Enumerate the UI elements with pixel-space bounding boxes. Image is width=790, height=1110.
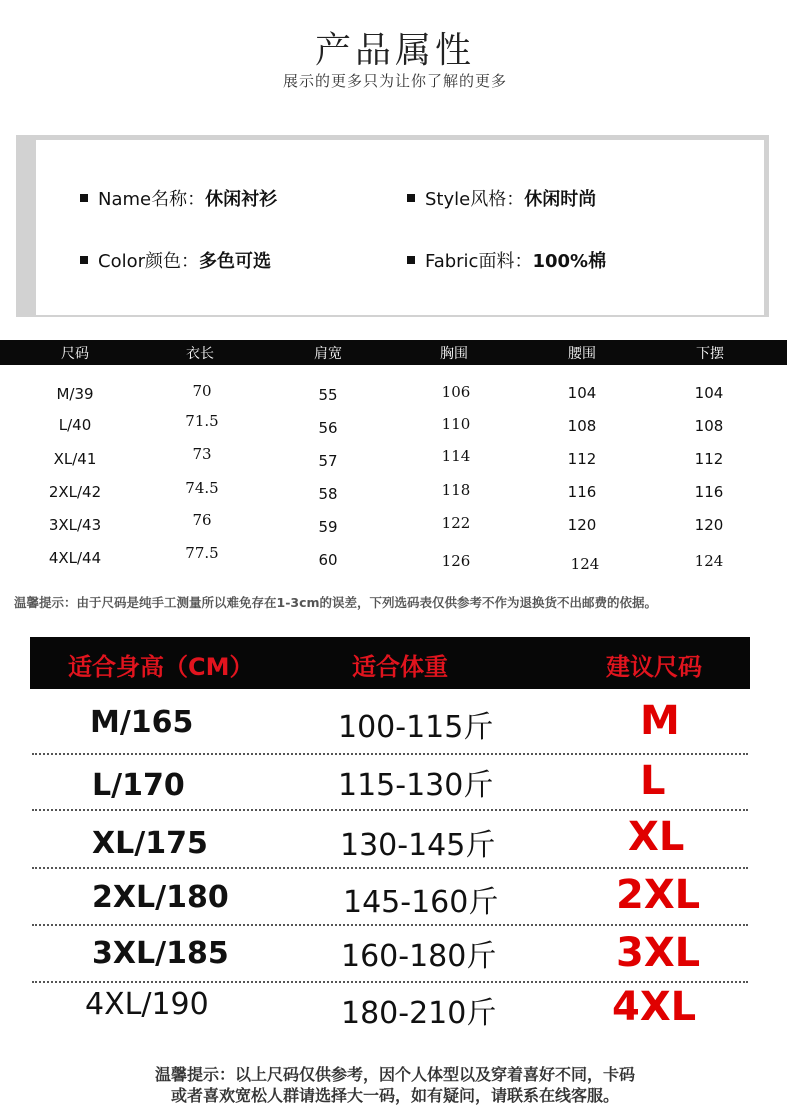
height-cell: 3XL/185 xyxy=(92,936,229,971)
size-cell: 120 xyxy=(694,516,724,534)
dotted-divider xyxy=(32,809,748,811)
weight-cell: 130-145斤 xyxy=(340,828,496,863)
size-cell: 112 xyxy=(567,450,597,468)
page-title: 产品属性 xyxy=(314,30,475,71)
attribute-label: Name名称： xyxy=(98,189,206,210)
recommend-header-cell: 建议尺码 xyxy=(606,653,702,681)
bullet-square-icon xyxy=(80,194,88,202)
size-cell: 56 xyxy=(318,419,338,437)
size-cell: 71.5 xyxy=(185,412,219,430)
size-cell: 110 xyxy=(441,415,471,433)
size-recommendation: L xyxy=(640,758,666,804)
recommend-note-line-2: 或者喜欢宽松人群请选择大一码，如有疑问，请联系在线客服。 xyxy=(170,1086,619,1105)
weight-cell: 145-160斤 xyxy=(343,885,499,920)
recommend-note-line-1: 温馨提示：以上尺码仅供参考，因个人体型以及穿着喜好不同，卡码 xyxy=(154,1065,635,1084)
size-cell: 104 xyxy=(694,384,724,402)
height-cell: 4XL/190 xyxy=(85,987,209,1022)
size-cell: 108 xyxy=(694,417,724,435)
size-cell: 124 xyxy=(694,552,724,570)
attribute-value: 休闲时尚 xyxy=(524,189,597,210)
height-cell: L/170 xyxy=(92,768,185,803)
size-cell: 126 xyxy=(441,552,471,570)
size-header-cell: 胸围 xyxy=(440,346,468,362)
size-header-cell: 肩宽 xyxy=(314,346,342,362)
size-cell: 106 xyxy=(441,383,471,401)
size-header-cell: 腰围 xyxy=(568,346,596,362)
size-header-cell: 下摆 xyxy=(696,346,724,362)
attribute-color xyxy=(80,247,271,273)
size-header-cell: 尺码 xyxy=(61,346,89,362)
size-cell: 55 xyxy=(318,386,338,404)
attribute-style xyxy=(407,185,596,211)
size-table-header xyxy=(0,340,787,365)
size-recommendation: 2XL xyxy=(616,872,701,918)
attribute-label: Color颜色： xyxy=(98,251,199,272)
size-recommendation: 4XL xyxy=(612,984,697,1030)
recommend-table-header xyxy=(30,637,750,689)
size-cell: XL/41 xyxy=(53,450,97,468)
size-cell: 114 xyxy=(441,447,471,465)
size-recommendation: 3XL xyxy=(616,930,701,976)
size-cell: 2XL/42 xyxy=(48,483,102,501)
weight-cell: 160-180斤 xyxy=(341,939,497,974)
height-cell: M/165 xyxy=(90,705,194,740)
size-cell: 59 xyxy=(318,518,338,536)
size-header-cell: 衣长 xyxy=(186,346,214,362)
size-cell: 104 xyxy=(567,384,597,402)
dotted-divider xyxy=(32,867,748,869)
size-cell: 58 xyxy=(318,485,338,503)
attribute-label: Style风格： xyxy=(425,189,525,210)
attribute-name xyxy=(80,185,277,211)
size-note: 温馨提示：由于尺码是纯手工测量所以难免存在1-3cm的误差，下列选码表仅供参考不作为退换货不出邮费的依据。 xyxy=(14,595,658,610)
size-cell: 120 xyxy=(567,516,597,534)
size-cell: 70 xyxy=(192,382,212,400)
page-subtitle: 展示的更多只为让你了解的更多 xyxy=(282,72,507,90)
size-cell: L/40 xyxy=(58,416,92,434)
recommend-header-cell: 适合体重 xyxy=(352,653,448,681)
size-cell: 112 xyxy=(694,450,724,468)
weight-cell: 180-210斤 xyxy=(341,996,497,1031)
size-cell: M/39 xyxy=(56,385,94,403)
size-cell: 116 xyxy=(694,483,724,501)
attribute-value: 多色可选 xyxy=(199,251,271,272)
attribute-fabric xyxy=(407,247,606,273)
recommend-header-cell: 适合身高（CM） xyxy=(68,653,254,681)
size-cell: 122 xyxy=(441,514,471,532)
bullet-square-icon xyxy=(407,194,415,202)
size-cell: 76 xyxy=(192,511,212,529)
bullet-square-icon xyxy=(407,256,415,264)
size-cell: 73 xyxy=(192,445,212,463)
dotted-divider xyxy=(32,924,748,926)
attribute-label: Fabric面料： xyxy=(425,251,533,272)
attribute-value: 100%棉 xyxy=(532,251,607,272)
size-cell: 3XL/43 xyxy=(48,516,102,534)
weight-cell: 115-130斤 xyxy=(338,768,494,803)
bullet-square-icon xyxy=(80,256,88,264)
size-cell: 118 xyxy=(441,481,471,499)
size-cell: 77.5 xyxy=(185,544,219,562)
size-recommendation: M xyxy=(640,698,680,744)
size-cell: 74.5 xyxy=(185,479,219,497)
size-cell: 4XL/44 xyxy=(48,549,102,567)
height-cell: 2XL/180 xyxy=(92,880,229,915)
dotted-divider xyxy=(32,753,748,755)
attribute-value: 休闲衬衫 xyxy=(205,189,278,210)
dotted-divider xyxy=(32,981,748,983)
size-cell: 108 xyxy=(567,417,597,435)
size-cell: 57 xyxy=(318,452,338,470)
attributes-panel xyxy=(36,140,764,315)
size-cell: 116 xyxy=(567,483,597,501)
size-recommendation: XL xyxy=(628,814,685,860)
weight-cell: 100-115斤 xyxy=(338,710,494,745)
height-cell: XL/175 xyxy=(92,826,208,861)
size-cell: 124 xyxy=(570,555,600,573)
size-cell: 60 xyxy=(318,551,338,569)
